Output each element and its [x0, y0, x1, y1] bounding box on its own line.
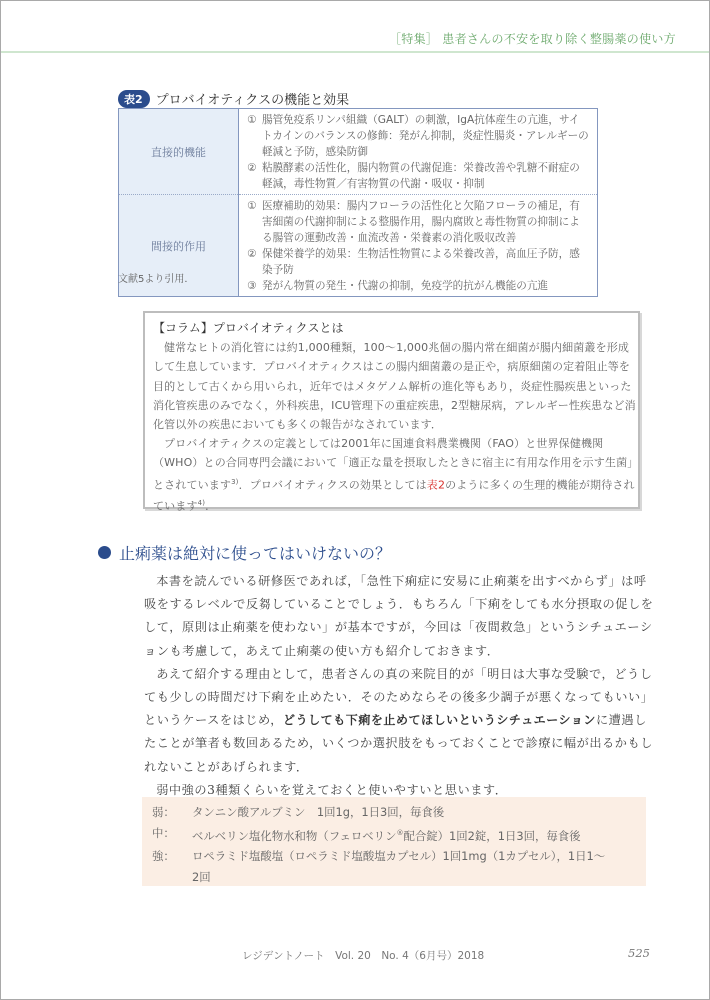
drug-item-medium — [152, 823, 646, 846]
section-heading — [98, 541, 391, 564]
text-span: ベルベリン塩化物水和物（フェロベリン — [192, 828, 397, 843]
drug-text: ロペラミド塩酸塩（ロペラミド塩酸塩カプセル）1回1mg（1カプセル），1日1～ — [192, 848, 606, 863]
item-number: ② — [247, 248, 257, 260]
functions-table — [118, 108, 598, 297]
item-text: 医療補助的効果：腸内フローラの活性化と欠陥フローラの補足，有害細菌の代謝抑制による整腸作用，腸内腐敗と毒性物質の抑制による腸管の運動改善・血流改善・栄養素の消化吸収改善 — [262, 200, 580, 244]
citation-ref: 4) — [197, 499, 206, 508]
text-span: のように多くの生理的機能が期待されています — [153, 478, 635, 514]
drug-strength: 弱： — [152, 805, 175, 819]
item-number: ① — [247, 114, 257, 126]
text-span: ．プロバイオティクスの効果としては — [238, 478, 427, 492]
drug-list-box — [142, 797, 646, 886]
item-text: 粘膜酵素の活性化，腸内物質の代謝促進：栄養改善や乳糖不耐症の軽減，毒性物質／有害物質の代謝・吸収・抑制 — [262, 162, 580, 190]
column-paragraph — [153, 434, 638, 516]
bullet-dot-icon — [98, 546, 111, 559]
section-body — [144, 570, 654, 802]
drug-text — [192, 823, 581, 846]
table-row — [119, 109, 598, 195]
citation-ref: 3) — [231, 477, 239, 486]
drug-item-weak — [152, 802, 646, 823]
text-span: に遭遇したことが筆者も数回あるため，いくつか選択肢をもっておくことで診療に幅が出るかもしれないことがあげられます． — [144, 713, 654, 774]
table-title-text: プロバイオティクスの機能と効果 — [155, 93, 350, 108]
section-title: 止痢薬は絶対に使ってはいけないの？ — [119, 544, 392, 563]
list-item — [247, 278, 589, 294]
table-badge: 表2 — [118, 90, 150, 108]
header-rule — [1, 51, 709, 53]
running-head: ［特集］ 患者さんの不安を取り除く整腸薬の使い方 — [388, 32, 676, 46]
list-item — [247, 112, 589, 160]
item-number: ① — [247, 200, 257, 212]
body-paragraph: 弱中強の3種類くらいを覚えておくと使いやすいと思います． — [156, 782, 508, 797]
emphasis-text: どうしても下痢を止めてほしいというシチュエーション — [283, 713, 596, 728]
item-number: ② — [247, 162, 257, 174]
drug-text: タンニン酸アルブミン 1回1g，1日3回，毎食後 — [192, 805, 445, 819]
row-header: 直接的機能 — [119, 109, 239, 195]
footer-journal: レジデントノート Vol. 20 No. 4（6月号）2018 — [242, 950, 485, 962]
list-item — [247, 160, 589, 192]
column-title: 【コラム】プロバイオティクスとは — [153, 321, 344, 335]
row-content — [239, 109, 598, 195]
text-span: あえて紹介する理由として，患者さんの真の来院目的が「明日は大事な受験で，どうしても少しの時間だけ下痢を止めたい．そのためならその後多少調子が悪くなってもいい」というケースをはじめ， — [144, 666, 654, 728]
column-paragraph: 健常なヒトの消化管には約1,000種類，100～1,000兆個の腸内常在細菌が腸内細菌叢を形成して生息しています．プロバイオティクスはこの腸内細菌叢の是正や，病原細菌の定着阻止等を目的として古くから用いられ，近年ではメタゲノム解析の進化等もあり，炎症性腸疾患といった消化管疾患のみでなく，外科疾患，ICU管理下の重症疾患，2型糖尿病，アレルギー性疾患など消化管以外の疾患においても多くの報告がなされています． — [153, 341, 636, 432]
drug-text-continuation: 2回 — [192, 869, 211, 884]
item-text: 保健栄養学的効果：生物活性物質による栄養改善，高血圧予防，感染予防 — [262, 248, 580, 276]
registered-mark: ® — [396, 828, 404, 837]
page-number: 525 — [628, 946, 650, 960]
row-content — [239, 195, 598, 297]
table-citation: 文献5より引用． — [118, 274, 195, 285]
drug-strength: 強： — [152, 848, 175, 863]
drug-item-strong — [152, 846, 646, 867]
body-paragraph — [144, 663, 654, 779]
item-number: ③ — [247, 280, 257, 292]
list-item — [247, 198, 589, 246]
text-span: ． — [205, 500, 217, 514]
item-text: 腸管免疫系リンパ組織（GALT）の刺激，IgA抗体産生の亢進，サイトカインのバランスの修飾：発がん抑制，炎症性腸炎・アレルギーの軽減と予防，感染防御 — [262, 114, 589, 158]
item-text: 発がん物質の発生・代謝の抑制，免疫学的抗がん機能の亢進 — [262, 280, 549, 292]
column-box — [143, 311, 640, 514]
text-span: 配合錠）1回2錠，1日3回，毎食後 — [403, 828, 581, 843]
table-ref-link[interactable]: 表2 — [426, 478, 446, 492]
row-header: 間接的作用 — [119, 195, 239, 297]
list-item — [247, 246, 589, 278]
body-paragraph: 本書を読んでいる研修医であれば，「急性下痢症に安易に止痢薬を出すべからず」は呼吸をするレベルで反芻していることでしょう．もちろん「下痢をしても水分摂取の促しをして，原則は止痢薬を使わない」が基本ですが，今回は「夜間救急」というシチュエーションも考慮して，あえて止痢薬の使い方も紹介しておきます． — [144, 574, 654, 658]
table-title — [118, 89, 349, 108]
drug-strength: 中： — [152, 825, 175, 840]
text-span: プロバイオティクスの定義としては2001年に国連食料農業機関（FAO）と世界保健機関（WHO）との合同専門会議において「適正な量を摂取したときに宿主に有用な作用を示す生菌」とされています — [153, 437, 633, 492]
